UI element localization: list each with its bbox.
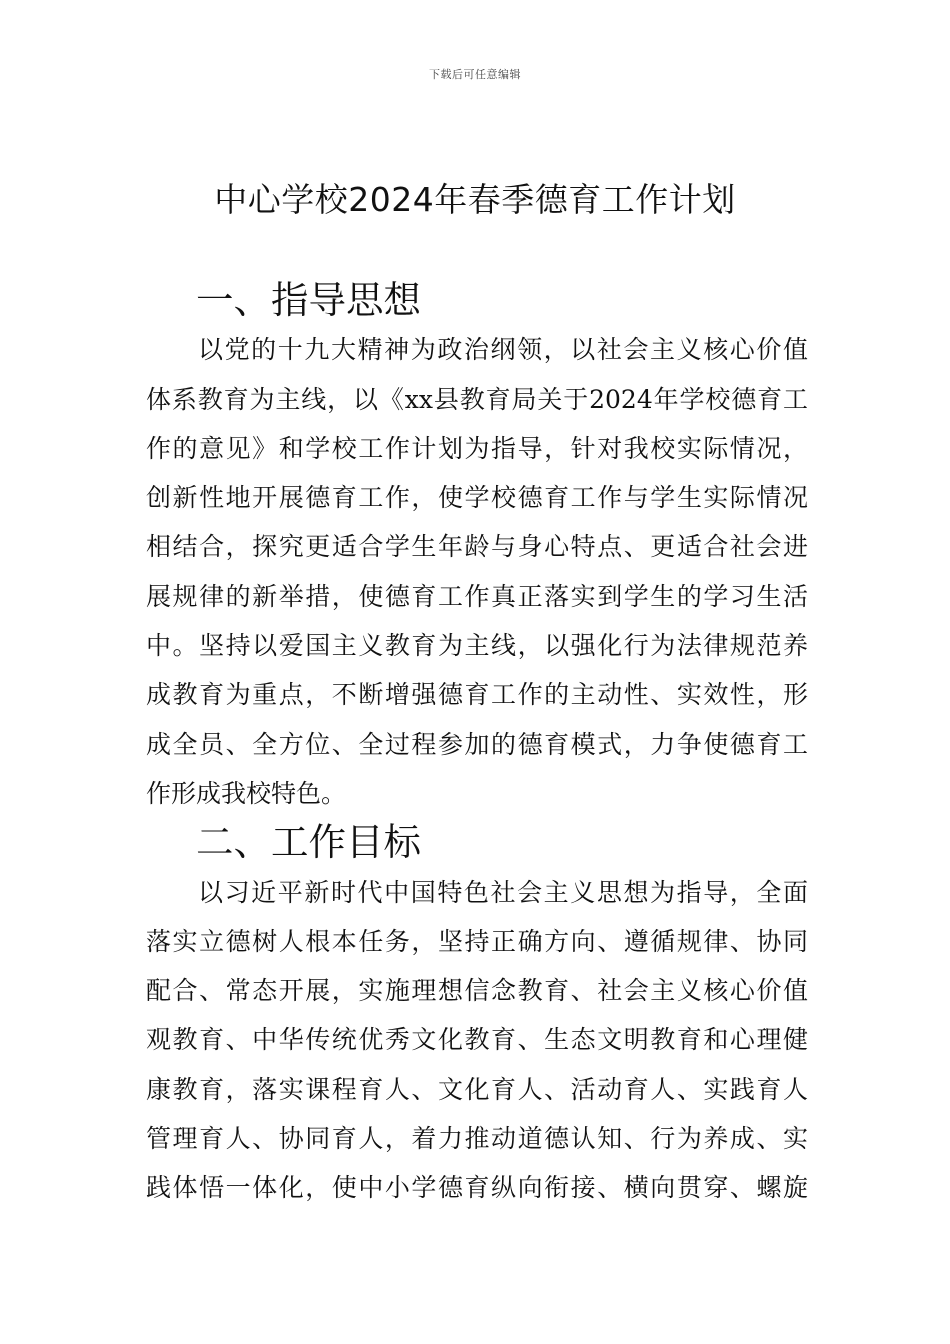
- text-line: 创新性地开展德育工作，使学校德育工作与学生实际情况: [146, 483, 808, 513]
- text-line: 相结合，探究更适合学生年龄与身心特点、更适合社会进: [146, 532, 808, 562]
- text-line: 作的意见》和学校工作计划为指导，针对我校实际情况，: [146, 433, 808, 463]
- text-line: 中。坚持以爱国主义教育为主线，以强化行为法律规范养: [146, 631, 808, 661]
- section-heading-guiding-ideology: 一、指导思想: [196, 278, 421, 322]
- text-line: 以习近平新时代中国特色社会主义思想为指导，全面: [198, 877, 808, 907]
- text-line: 康教育，落实课程育人、文化育人、活动育人、实践育人: [146, 1074, 808, 1104]
- text-line: 体系教育为主线，以《xx县教育局关于2024年学校德育工: [146, 384, 808, 414]
- document-body: [146, 276, 808, 1213]
- section-heading-work-goals: 二、工作目标: [196, 820, 421, 865]
- document-title: 中心学校2024年春季德育工作计划: [214, 180, 736, 219]
- text-line: 以党的十九大精神为政治纲领，以社会主义核心价值: [198, 335, 808, 365]
- text-line: 观教育、中华传统优秀文化教育、生态文明教育和心理健: [146, 1025, 808, 1055]
- paragraph-work-goals: [146, 868, 808, 1213]
- paragraph-guiding-ideology: [146, 325, 808, 818]
- text-line: 展规律的新举措，使德育工作真正落实到学生的学习生活: [146, 581, 808, 611]
- text-line: 落实立德树人根本任务，坚持正确方向、遵循规律、协同: [146, 926, 808, 956]
- text-line: 作形成我校特色。: [146, 778, 347, 808]
- text-line: 管理育人、协同育人，着力推动道德认知、行为养成、实: [146, 1124, 808, 1154]
- text-line: 践体悟一体化，使中小学德育纵向衔接、横向贯穿、螺旋: [146, 1173, 808, 1203]
- header-note: 下载后可任意编辑: [429, 68, 521, 81]
- text-line: 成全员、全方位、全过程参加的德育模式，力争使德育工: [146, 729, 808, 759]
- text-line: 配合、常态开展，实施理想信念教育、社会主义核心价值: [146, 976, 808, 1006]
- text-line: 成教育为重点，不断增强德育工作的主动性、实效性，形: [146, 680, 808, 710]
